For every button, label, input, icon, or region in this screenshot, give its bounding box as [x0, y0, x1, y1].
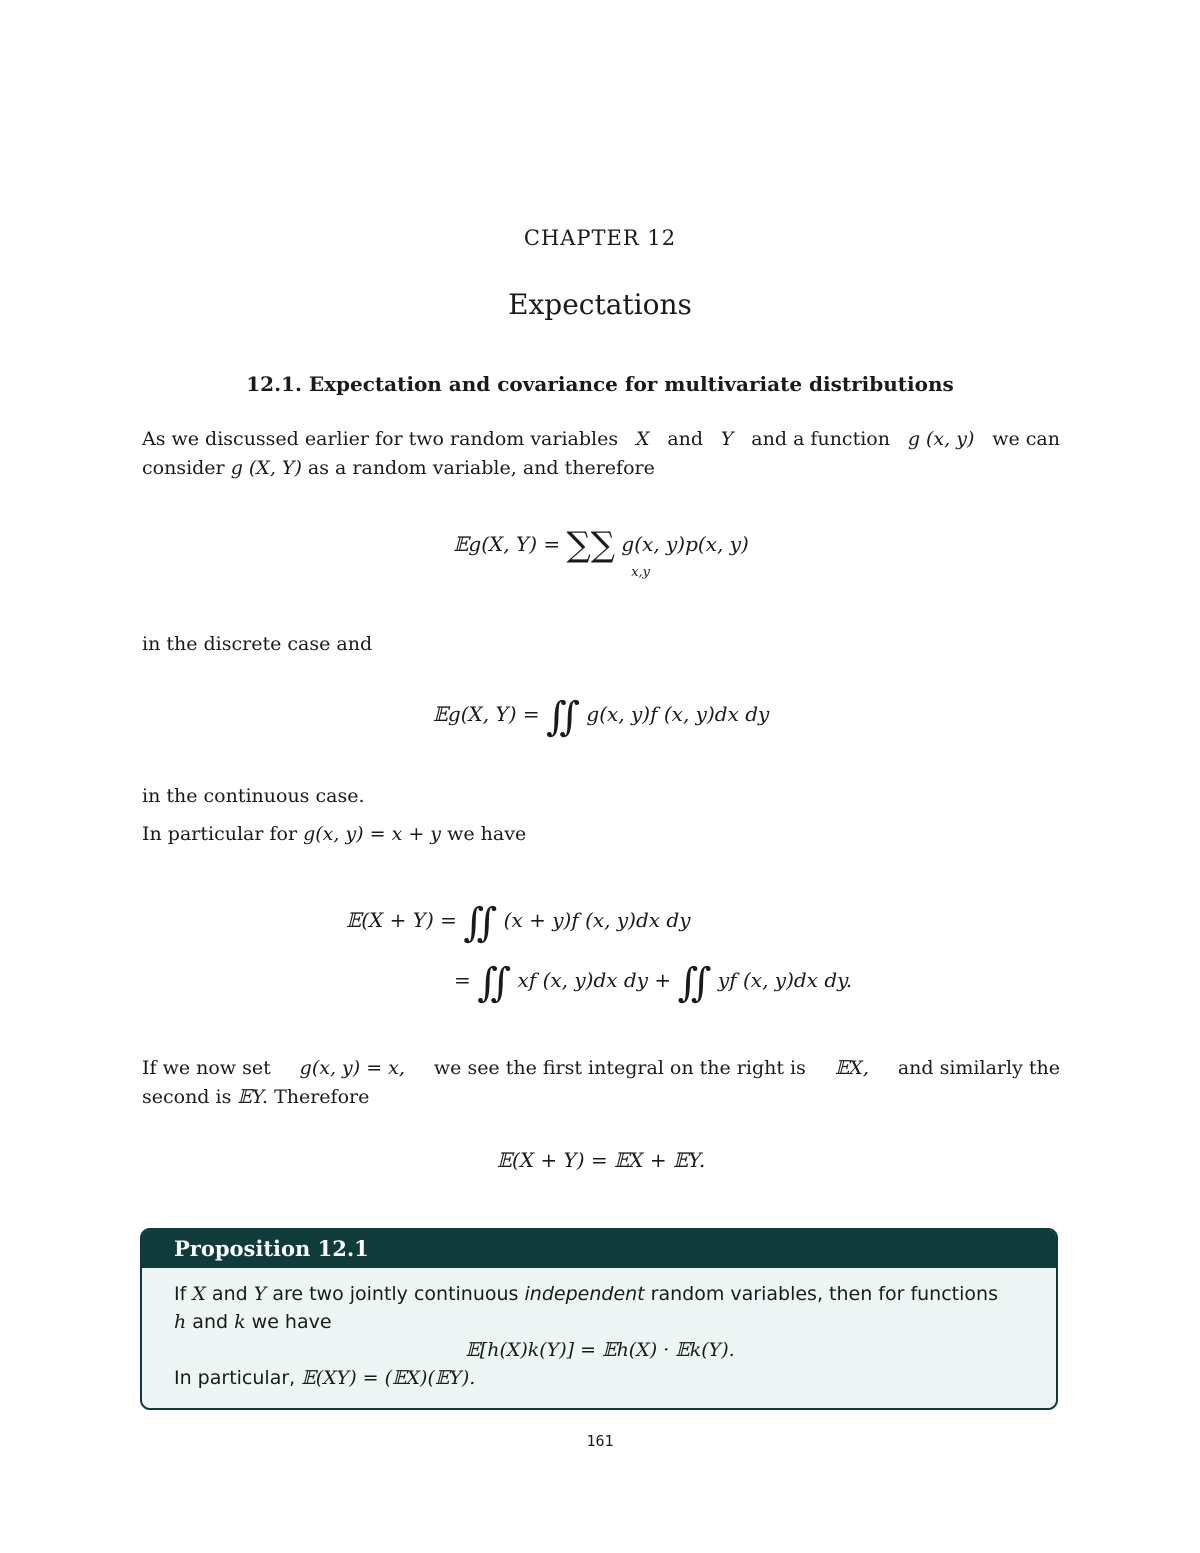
- text: we have: [251, 1311, 332, 1333]
- chapter-label: CHAPTER 12: [523, 226, 677, 250]
- math-X: X: [635, 428, 650, 450]
- section-heading: 12.1. Expectation and covariance for multivariate distributions: [246, 372, 954, 396]
- proposition-box: [140, 1228, 1058, 1410]
- sum-subscript: x,y: [631, 565, 650, 580]
- text: In particular for: [142, 823, 298, 845]
- eq-rhs: g(x, y)f (x, y)dx dy: [586, 702, 770, 726]
- text: we have: [447, 823, 527, 845]
- chapter-title: Expectations: [508, 288, 692, 321]
- text: If: [174, 1283, 187, 1305]
- set-paragraph: [142, 1054, 1060, 1112]
- proposition-line-4: [174, 1364, 1026, 1392]
- math-EY: 𝔼Y.: [237, 1086, 269, 1108]
- math-EX: 𝔼X,: [834, 1057, 869, 1079]
- math-Y: Y: [253, 1283, 267, 1305]
- particular-paragraph: [142, 820, 1060, 849]
- text: and a function: [751, 428, 890, 450]
- double-integral-symbol: ∬: [545, 694, 567, 740]
- eq-term-2: yf (x, y)dx dy.: [717, 968, 853, 992]
- proposition-body: [142, 1268, 1056, 1392]
- intro-line-1: [142, 425, 1060, 454]
- eq-line-2: [346, 960, 852, 1006]
- math-X: X: [192, 1283, 206, 1305]
- double-integral-symbol: ∬: [463, 900, 484, 946]
- intro-paragraph: [142, 425, 1060, 483]
- page-number: 161: [586, 1432, 614, 1450]
- double-integral-symbol: ∬: [677, 960, 698, 1006]
- equation-continuous: [142, 694, 1060, 740]
- eq-equals: =: [454, 968, 471, 992]
- math-g-xy: g (x, y): [907, 428, 975, 450]
- math-g-sum: g(x, y) = x + y: [303, 823, 442, 845]
- text: and: [192, 1311, 229, 1333]
- text: in the discrete case and: [142, 633, 373, 655]
- eq-rhs: g(x, y)p(x, y): [621, 532, 749, 556]
- intro-line-2: [142, 454, 1060, 483]
- set-line-1: [142, 1054, 1060, 1083]
- set-line-2: [142, 1083, 1060, 1112]
- math-g-XY: g (X, Y): [230, 457, 302, 479]
- text: in the continuous case.: [142, 785, 365, 807]
- text: In particular,: [174, 1367, 296, 1389]
- emphasis-independent: independent: [524, 1283, 645, 1305]
- eq-lhs: 𝔼(X + Y) =: [346, 908, 457, 932]
- text: Therefore: [274, 1086, 370, 1108]
- text: If we now set: [142, 1057, 271, 1079]
- math-Y: Y: [720, 428, 734, 450]
- proposition-equation: 𝔼[h(X)k(Y)] = 𝔼h(X) · 𝔼k(Y).: [465, 1339, 735, 1361]
- eq-lhs: 𝔼g(X, Y) =: [453, 532, 561, 556]
- proposition-line-2: [174, 1308, 1026, 1336]
- equation-sum-expectation: 𝔼(X + Y) = 𝔼X + 𝔼Y.: [496, 1148, 706, 1172]
- proposition-line-1: [174, 1280, 1026, 1308]
- math-EXY: 𝔼(XY) = (𝔼X)(𝔼Y).: [301, 1367, 476, 1389]
- text: consider: [142, 457, 225, 479]
- text: second is: [142, 1086, 232, 1108]
- eq-line-1: [346, 900, 852, 946]
- discrete-paragraph: [142, 630, 1060, 659]
- eq-term-1: xf (x, y)dx dy +: [517, 968, 672, 992]
- text: are two jointly continuous: [272, 1283, 519, 1305]
- text: As we discussed earlier for two random variables: [142, 428, 619, 450]
- equation-linearity: [346, 900, 852, 1006]
- eq-rhs: (x + y)f (x, y)dx dy: [503, 908, 691, 932]
- text: and: [211, 1283, 248, 1305]
- eq-lhs: 𝔼g(X, Y) =: [432, 702, 540, 726]
- math-g-x: g(x, y) = x,: [299, 1057, 405, 1079]
- math-h: h: [174, 1311, 187, 1333]
- text: we can: [992, 428, 1060, 450]
- double-integral-symbol: ∬: [477, 960, 498, 1006]
- equation-discrete: [142, 525, 1060, 580]
- text: as a random variable, and therefore: [307, 457, 655, 479]
- text: and similarly the: [897, 1057, 1060, 1079]
- text: we see the first integral on the right is: [433, 1057, 806, 1079]
- text: and: [667, 428, 704, 450]
- double-sum-symbol: ∑∑: [566, 525, 616, 565]
- math-k: k: [234, 1311, 246, 1333]
- continuous-paragraph: [142, 782, 1060, 811]
- proposition-title: Proposition 12.1: [142, 1230, 1056, 1268]
- particular-line: [142, 820, 1060, 849]
- text: random variables, then for functions: [650, 1283, 998, 1305]
